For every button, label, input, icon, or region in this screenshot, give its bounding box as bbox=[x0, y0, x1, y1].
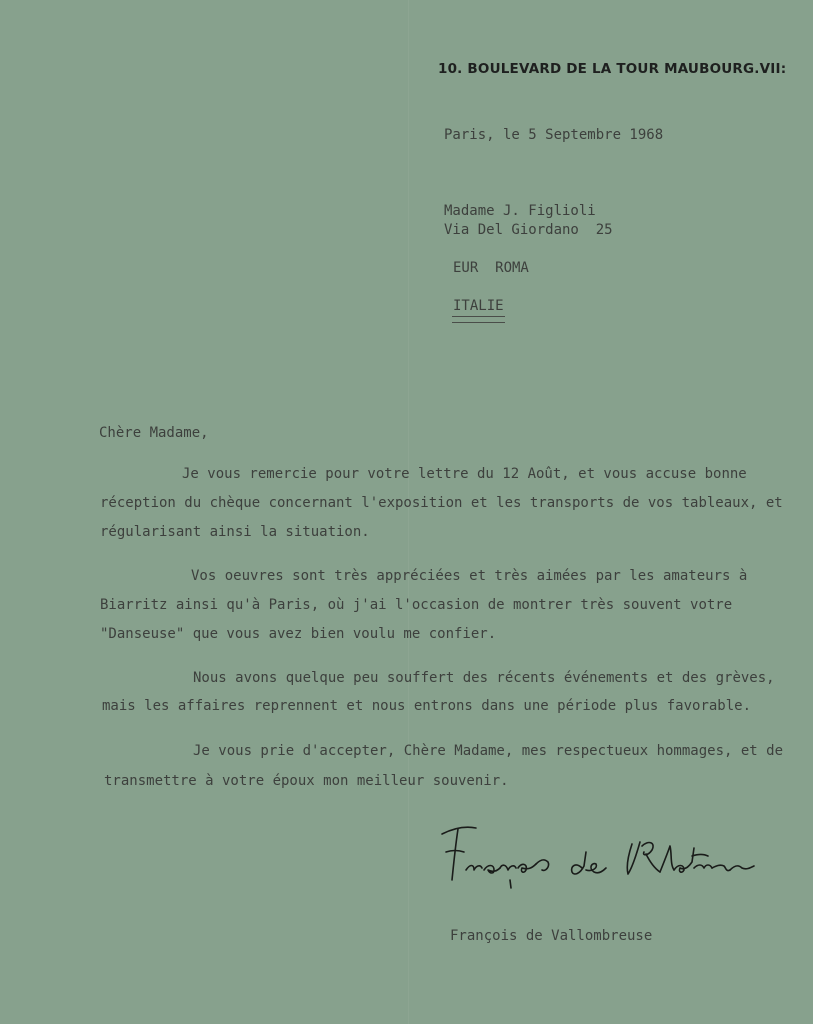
date-line: Paris, le 5 Septembre 1968 bbox=[444, 127, 664, 143]
body-line: Vos oeuvres sont très appréciées et très aimées par les amateurs à bbox=[191, 568, 748, 584]
body-line: transmettre à votre époux mon meilleur souvenir. bbox=[104, 773, 509, 789]
letterhead-address: 10. BOULEVARD DE LA TOUR MAUBOURG.VII: bbox=[438, 61, 787, 77]
body-line: régularisant ainsi la situation. bbox=[100, 524, 370, 540]
body-line: Je vous prie d'accepter, Chère Madame, mes respectueux hommages, et de bbox=[193, 743, 784, 759]
recipient-name: Madame J. Figlioli bbox=[444, 203, 596, 219]
paper-fold-line bbox=[408, 0, 409, 1024]
body-line: "Danseuse" que vous avez bien voulu me confier. bbox=[100, 626, 497, 642]
body-line: réception du chèque concernant l'exposition et les transports de vos tableaux, et bbox=[100, 495, 783, 511]
body-line: Je vous remercie pour votre lettre du 12 Août, et vous accuse bonne bbox=[182, 466, 747, 482]
typed-signatory-name: François de Vallombreuse bbox=[450, 928, 653, 944]
recipient-country: ITALIE bbox=[453, 298, 504, 314]
handwritten-signature bbox=[436, 822, 766, 898]
body-line: Biarritz ainsi qu'à Paris, où j'ai l'occasion de montrer très souvent votre bbox=[100, 597, 733, 613]
recipient-city: EUR ROMA bbox=[453, 260, 529, 276]
country-double-underline bbox=[452, 322, 505, 323]
salutation: Chère Madame, bbox=[99, 425, 209, 441]
body-line: mais les affaires reprennent et nous entrons dans une période plus favorable. bbox=[102, 698, 752, 714]
body-line: Nous avons quelque peu souffert des récents événements et des grèves, bbox=[193, 670, 775, 686]
recipient-street: Via Del Giordano 25 bbox=[444, 222, 613, 238]
country-underline bbox=[452, 316, 505, 317]
